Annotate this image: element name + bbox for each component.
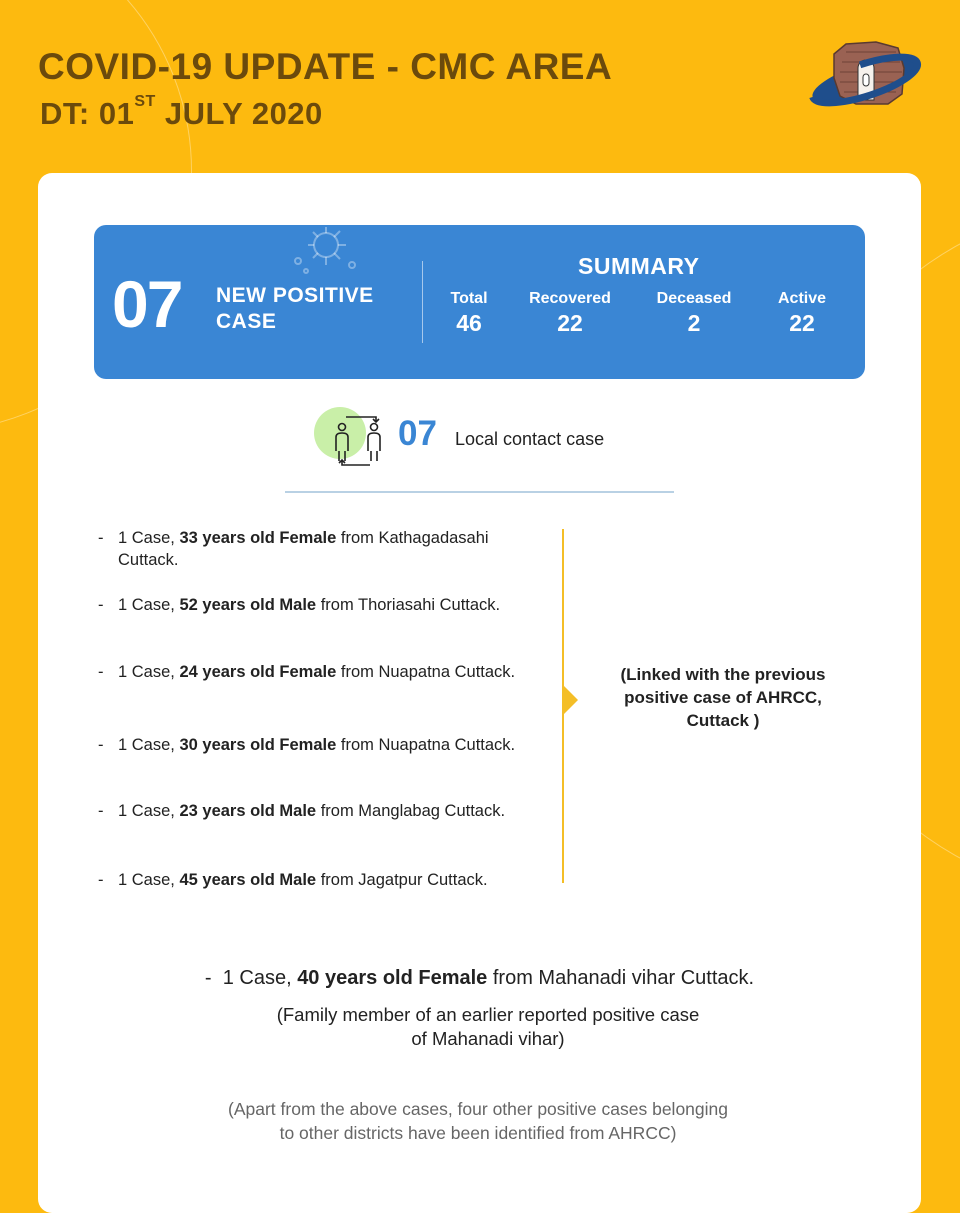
family-note (188, 1003, 788, 1051)
stat-active (770, 290, 834, 338)
contact-transmission-icon (312, 407, 382, 469)
new-case-label (216, 283, 374, 335)
date-rest: JULY 2020 (155, 96, 323, 131)
case-text: 1 Case, 23 years old Male from Manglabag Cuttack. (118, 802, 506, 820)
footer-note (148, 1097, 808, 1145)
bullet-dash: - (98, 663, 104, 681)
case-text: 1 Case, 30 years old Female from Nuapatna Cuttack. (118, 736, 516, 754)
stat-value: 2 (687, 310, 701, 336)
section-divider (285, 491, 674, 493)
stat-label: Active (777, 290, 827, 307)
list-item (98, 734, 538, 756)
stat-label: Total (450, 290, 488, 307)
content-card (38, 173, 921, 1213)
case-text: 1 Case, 45 years old Male from Jagatpur Cuttack. (118, 871, 488, 889)
banner-divider (422, 261, 423, 343)
list-item (98, 594, 538, 616)
bullet-dash: - (98, 736, 104, 754)
stat-total (442, 290, 496, 338)
arrow-right-icon (564, 686, 578, 714)
stat-value: 22 (789, 310, 815, 336)
date-prefix: DT: 01 (40, 96, 135, 131)
extra-case: - 1 Case, 40 years old Female from Mahanadi vihar Cuttack. (204, 967, 755, 989)
footer-note-line1: (Apart from the above cases, four other positive cases belonging (228, 1099, 728, 1119)
new-case-label-line1: NEW POSITIVE (216, 284, 374, 307)
list-item (98, 800, 538, 822)
list-item (98, 869, 538, 891)
list-item (98, 527, 538, 571)
family-note-line2: of Mahanadi vihar) (411, 1028, 565, 1049)
linked-note: (Linked with the previous positive case of AHRCC, Cuttack ) (620, 665, 826, 730)
bullet-dash: - (98, 529, 104, 547)
summary-banner (94, 225, 865, 379)
list-item (98, 661, 538, 683)
stat-value: 22 (557, 310, 583, 336)
footer-note-line2: to other districts have been identified from AHRCC) (279, 1123, 677, 1143)
date-suffix: ST (134, 93, 156, 110)
cmc-logo-icon (806, 38, 924, 118)
report-date (40, 93, 323, 131)
contact-count: 07 (398, 414, 437, 453)
case-text: 1 Case, 33 years old Female from Kathagadasahi Cuttack. (118, 529, 489, 569)
bullet-dash: - (98, 802, 104, 820)
new-case-label-line2: CASE (216, 310, 277, 333)
family-note-line1: (Family member of an earlier reported positive case (276, 1004, 700, 1025)
summary-title: SUMMARY (578, 253, 700, 279)
stat-deceased (646, 290, 742, 338)
case-text: 1 Case, 52 years old Male from Thoriasahi Cuttack. (118, 596, 501, 614)
stat-label: Recovered (529, 290, 611, 307)
contact-label: Local contact case (455, 429, 605, 449)
new-case-count: 07 (112, 267, 182, 341)
stat-recovered (520, 290, 620, 338)
virus-icon (286, 225, 366, 277)
page-title: COVID-19 UPDATE - CMC AREA (38, 46, 613, 87)
bullet-dash: - (98, 596, 104, 614)
stat-label: Deceased (656, 290, 732, 307)
case-text: 1 Case, 24 years old Female from Nuapatna Cuttack. (118, 663, 516, 681)
bullet-dash: - (98, 871, 104, 889)
stat-value: 46 (456, 310, 482, 336)
